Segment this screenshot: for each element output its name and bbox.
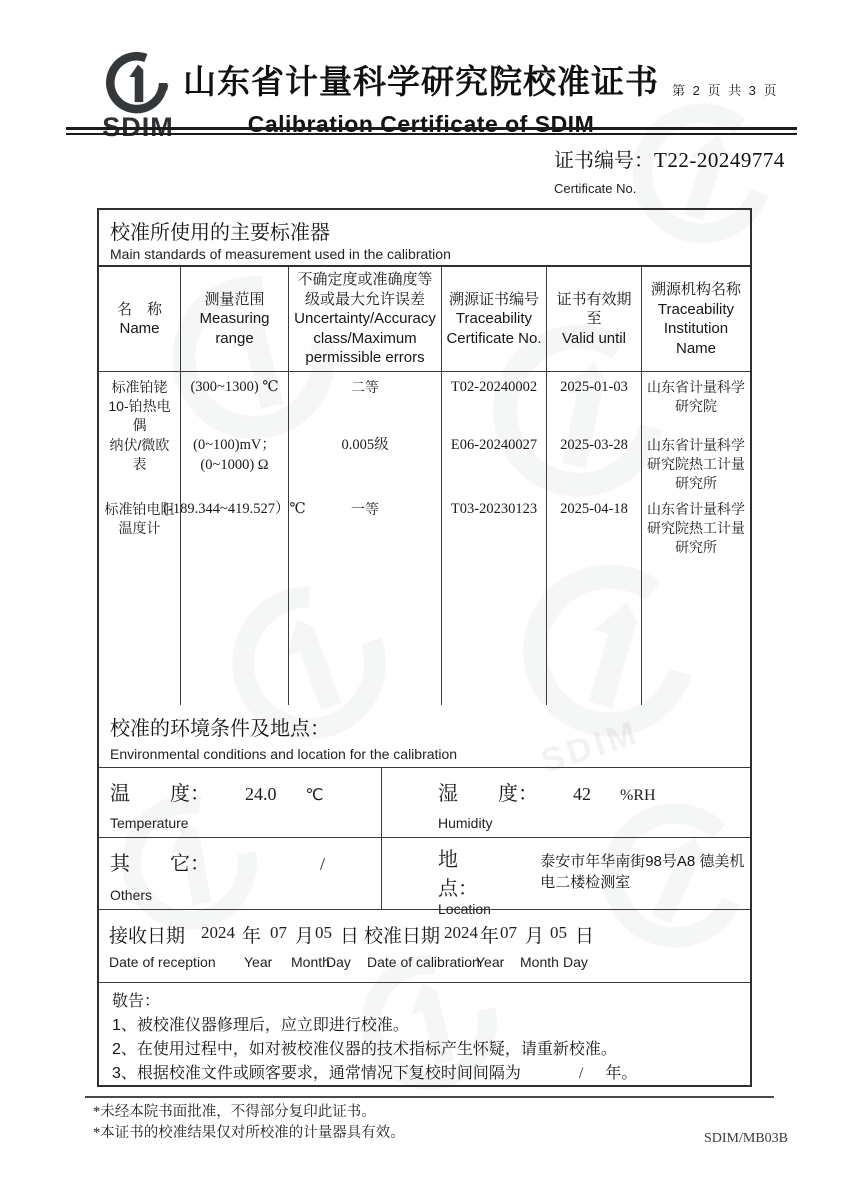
form-code: SDIM/MB03B xyxy=(704,1131,789,1146)
column-header-valid-until: 证书有效期至 Valid until xyxy=(547,267,642,372)
footer-note-1: *未经本院书面批准，不得部分复印此证书。 xyxy=(93,1104,376,1120)
standards-section-title xyxy=(99,210,750,267)
humidity-value: 42 xyxy=(573,784,591,804)
humidity-label-en: Humidity xyxy=(438,815,493,831)
reception-month-unit: 月 xyxy=(295,926,315,947)
temperature-cell xyxy=(99,768,382,837)
footer-divider xyxy=(85,1096,774,1098)
notice-section xyxy=(99,983,750,1093)
footer-note-2: *本证书的校准结果仅对所校准的计量器具有效。 xyxy=(93,1125,405,1142)
table-row-cell: (-189.344~419.527）℃ xyxy=(181,494,289,705)
reception-date-label-en: Date of reception xyxy=(109,954,216,970)
reception-year-value: 2024 xyxy=(201,923,235,942)
table-row-cell: 2025-03-28 xyxy=(547,430,642,494)
standards-title-zh: 校准所使用的主要标准器 xyxy=(110,222,330,244)
table-row-cell: 山东省计量科学研究院热工计量研究所 xyxy=(647,501,745,555)
reception-year-unit: 年 xyxy=(242,926,262,947)
column-header-name: 名 称 Name xyxy=(99,267,181,372)
humidity-cell xyxy=(382,768,750,837)
notice-item-2: 2、在使用过程中，如对被校准仪器的技术指标产生怀疑，请重新校准。 xyxy=(112,1041,617,1058)
calibration-date-label-en: Date of calibration xyxy=(367,954,480,970)
location-label-en: Location xyxy=(438,901,491,917)
calibration-year-unit: 年 xyxy=(480,926,500,947)
reception-date-label-zh: 接收日期 xyxy=(109,926,186,947)
certificate-number-value: T22-20249774 xyxy=(654,148,785,172)
reception-year-label-en: Year xyxy=(244,954,273,970)
temperature-value: 24.0 xyxy=(245,784,277,804)
certificate-number-label-en: Certificate No. xyxy=(554,181,637,196)
location-value: 泰安市年华南街98号A8 德美机电二楼检测室 xyxy=(540,853,745,891)
column-header-cert-no: 溯源证书编号 Traceability Certificate No. xyxy=(442,267,547,372)
calibration-month-label-en: Month xyxy=(520,954,559,970)
table-row-cell: 标准铂电阻温度计 xyxy=(99,494,181,705)
reception-month-label-en: Month xyxy=(291,954,330,970)
table-row-cell: 山东省计量科学研究院热工计量研究所 xyxy=(647,437,745,491)
calibration-day-label-en: Day xyxy=(563,954,588,970)
table-row-cell: 2025-01-03 xyxy=(547,372,642,430)
page-title-zh: 山东省计量科学研究院校准证书 xyxy=(183,63,659,100)
calibration-year-label-en: Year xyxy=(476,954,505,970)
certificate-number-block xyxy=(554,144,785,196)
table-row-cell: (300~1300) ℃ xyxy=(181,372,289,430)
environment-title-en: Environmental conditions and location for the calibration xyxy=(110,746,458,762)
reception-month-value: 07 xyxy=(270,923,287,942)
table-row-cell: 标准铂铑10-铂热电偶 xyxy=(99,372,181,430)
dates-row xyxy=(99,910,750,983)
sdim-watermark-text: SDIM xyxy=(536,713,645,781)
standards-table xyxy=(99,267,750,705)
others-label-en: Others xyxy=(110,887,153,903)
standards-title-en: Main standards of measurement used in the calibration xyxy=(110,246,451,262)
others-label-zh: 其 它： xyxy=(110,853,210,875)
temperature-unit: ℃ xyxy=(305,787,324,804)
notice-item-3-value: / xyxy=(578,1065,584,1082)
notice-title: 敬告： xyxy=(112,993,161,1010)
calibration-date-label-zh: 校准日期 xyxy=(364,926,441,947)
temperature-humidity-row xyxy=(99,768,750,838)
notice-item-1: 1、被校准仪器修理后，应立即进行校准。 xyxy=(112,1017,409,1034)
footer-notes xyxy=(93,1102,405,1144)
logo-text: SDIM xyxy=(102,112,174,142)
column-header-institution: 溯源机构名称 Traceability Institution Name xyxy=(642,267,750,372)
calibration-day-unit: 日 xyxy=(575,926,595,947)
environment-section-title xyxy=(99,705,750,768)
temperature-label-zh: 温 度： xyxy=(110,783,210,805)
notice-item-3: 3、根据校准文件或顾客要求，通常情况下复校时间间隔为 / 年。 xyxy=(112,1065,638,1082)
table-row-cell: T03-20230123 xyxy=(442,494,547,705)
column-header-uncertainty: 不确定度或准确度等级或最大允许误差 Uncertainty/Accuracy class/Maximum permissible errors xyxy=(289,267,442,372)
reception-day-label-en: Day xyxy=(326,954,351,970)
page-title-en: Calibration Certificate of SDIM xyxy=(247,111,595,137)
table-row-cell: 0.005级 xyxy=(289,430,442,494)
title-block xyxy=(176,56,666,138)
location-cell xyxy=(382,838,750,917)
environment-title-zh: 校准的环境条件及地点： xyxy=(110,718,330,740)
certificate-number-label-zh: 证书编号： xyxy=(554,150,654,172)
table-row-cell: 一等 xyxy=(289,494,442,705)
reception-day-unit: 日 xyxy=(340,926,360,947)
certificate-body xyxy=(97,208,752,1087)
table-row-cell: 二等 xyxy=(289,372,442,430)
temperature-label-en: Temperature xyxy=(110,815,189,831)
others-value: / xyxy=(320,854,326,874)
reception-day-value: 05 xyxy=(315,923,332,942)
table-row-cell: 纳伏/微欧表 xyxy=(99,430,181,494)
page-number: 第 2 页 共 3 页 xyxy=(672,83,779,98)
humidity-label-zh: 湿 度： xyxy=(438,783,538,805)
column-header-range: 测量范围 Measuring range xyxy=(181,267,289,372)
sdim-logo-icon xyxy=(104,50,172,116)
calibration-day-value: 05 xyxy=(550,923,567,942)
others-cell xyxy=(99,838,382,909)
table-row-cell: T02-20240002 xyxy=(442,372,547,430)
calibration-month-unit: 月 xyxy=(525,926,545,947)
others-location-row xyxy=(99,838,750,917)
table-row-cell: 2025-04-18 xyxy=(547,494,642,705)
location-label-zh: 地 点： xyxy=(438,849,498,900)
calibration-year-value: 2024 xyxy=(444,923,478,942)
table-row-cell: E06-20240027 xyxy=(442,430,547,494)
header-divider xyxy=(66,127,797,135)
table-row-cell: 山东省计量科学研究院 xyxy=(647,379,745,414)
calibration-month-value: 07 xyxy=(500,923,517,942)
table-row-cell: (0~100)mV；(0~1000) Ω xyxy=(181,430,289,494)
humidity-unit: %RH xyxy=(620,787,656,804)
